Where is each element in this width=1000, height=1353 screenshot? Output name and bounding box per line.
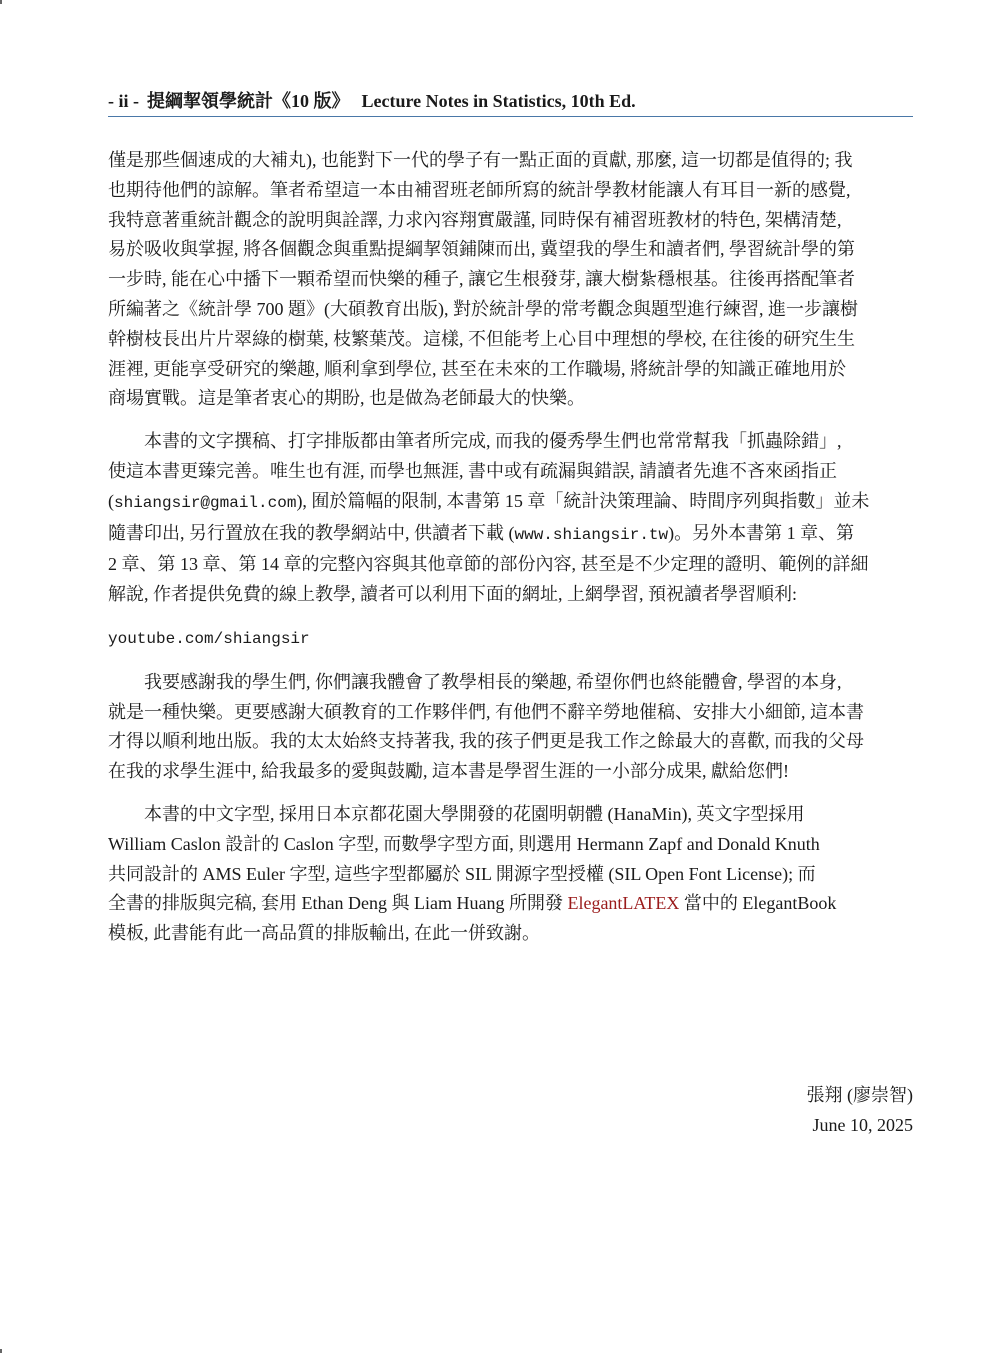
text-line: 共同設計的 AMS Euler 字型, 這些字型都屬於 SIL 開源字型授權 (SIL Open Font License); 而 — [108, 863, 816, 884]
paragraph-3 — [108, 668, 913, 787]
text-line: 幹樹枝長出片片翠綠的樹葉, 枝繁葉茂。這樣, 不但能考上心目中理想的學校, 在往後的研究生生 — [108, 328, 855, 349]
running-header — [108, 90, 913, 112]
author-name: 張翔 (廖崇智) — [806, 1085, 913, 1105]
text-line: 僅是那些個速成的大補丸), 也能對下一代的學子有一點正面的貢獻, 那麼, 這一切都是值得的; 我 — [108, 150, 853, 170]
text-fragment: )。另外本書第 1 章、第 — [668, 522, 855, 543]
text-fragment: ), 囿於篇幅的限制, 本書第 15 章「統計決策理論、時間序列與指數」並未 — [296, 490, 870, 511]
text-line: 2 章、第 13 章、第 14 章的完整內容與其他章節的部份內容, 甚至是不少定理的證明、範例的詳細 — [108, 554, 869, 575]
page-body — [108, 146, 913, 962]
text-line: 也期待他們的諒解。筆者希望這一本由補習班老師所寫的統計學教材能讓人有耳目一新的感覺, — [108, 179, 851, 200]
signature-block — [807, 1080, 914, 1140]
paragraph-4 — [108, 800, 913, 949]
text-line: 模板, 此書能有此一高品質的排版輸出, 在此一併致謝。 — [108, 923, 540, 944]
text-line: 涯裡, 更能享受研究的樂趣, 順利拿到學位, 甚至在未來的工作職場, 將統計學的知識正確地用於 — [108, 358, 846, 379]
text-line: 商場實戰。這是筆者衷心的期盼, 也是做為老師最大的快樂。 — [108, 388, 585, 409]
text-line: 我要感謝我的學生們, 你們讓我體會了教學相長的樂趣, 希望你們也終能體會, 學習的本身, — [144, 671, 842, 692]
text-line — [108, 889, 913, 919]
text-line: 易於吸收與掌握, 將各個觀念與重點提綱挈領鋪陳而出, 冀望我的學生和讀者們, 學習統計學的第 — [108, 239, 855, 260]
text-fragment: 當中的 ElegantBook — [679, 893, 837, 914]
text-line: 本書的文字撰稿、打字排版都由筆者所完成, 而我的優秀學生們也常常幫我「抓蟲除錯」, — [144, 431, 842, 452]
text-line: William Caslon 設計的 Caslon 字型, 而數學字型方面, 則選用 Hermann Zapf and Donald Knuth — [108, 833, 820, 854]
paragraph-2 — [108, 427, 913, 610]
text-line: 在我的求學生涯中, 給我最多的愛與鼓勵, 這本書是學習生涯的一小部分成果, 獻給您們! — [108, 761, 789, 782]
header-rule — [108, 116, 913, 117]
text-line: 使這本書更臻完善。唯生也有涯, 而學也無涯, 書中或有疏漏與錯誤, 請讀者先進不吝來函指正 — [108, 460, 837, 481]
text-line: 所編著之《統計學 700 題》(大碩教育出版), 對於統計學的常考觀念與題型進行練習, 進一步讓樹 — [108, 298, 858, 319]
youtube-url: youtube.com/shiangsir — [108, 629, 310, 648]
text-line: 解說, 作者提供免費的線上教學, 讀者可以利用下面的網址, 上網學習, 預祝讀者學習順利: — [108, 584, 797, 605]
youtube-url-line — [108, 623, 913, 655]
signature-date: June 10, 2025 — [812, 1115, 913, 1135]
text-line: 我特意著重統計觀念的說明與詮譯, 力求內容翔實嚴謹, 同時保有補習班教材的特色, 架構清楚, — [108, 209, 842, 230]
text-fragment: 全書的排版與完稿, 套用 Ethan Deng 與 Liam Huang 所開發 — [108, 893, 568, 914]
crop-mark-bottom — [0, 1349, 2, 1353]
english-title: Lecture Notes in Statistics, 10th Ed. — [361, 91, 636, 111]
text-line: 一步時, 能在心中播下一顆希望而快樂的種子, 讓它生根發芽, 讓大樹紮穩根基。往後再搭配筆者 — [108, 269, 855, 290]
text-fragment: 隨書印出, 另行置放在我的教學網站中, 供讀者下載 ( — [108, 522, 515, 543]
page-number: - ii - — [108, 91, 139, 111]
text-line: 本書的中文字型, 採用日本京都花園大學開發的花園明朝體 (HanaMin), 英文字型採用 — [144, 803, 805, 824]
paragraph-1 — [108, 146, 913, 414]
text-fragment: ( — [108, 490, 114, 511]
website-url: www.shiangsir.tw — [514, 525, 669, 544]
text-line — [108, 519, 913, 551]
book-title: 提綱挈領學統計《10 版》 — [147, 91, 350, 111]
text-line: 就是一種快樂。更要感謝大碩教育的工作夥伴們, 有他們不辭辛勞地催稿、安排大小細節, 這本書 — [108, 701, 864, 722]
email-address: shiangsir@gmail.com — [114, 493, 297, 512]
crop-mark-top — [0, 0, 2, 4]
text-line — [108, 487, 913, 519]
elegantlatex-link[interactable]: ElegantLATEX — [567, 893, 680, 914]
text-line: 才得以順利地出版。我的太太始終支持著我, 我的孩子們更是我工作之餘最大的喜歡, 而我的父母 — [108, 731, 864, 752]
